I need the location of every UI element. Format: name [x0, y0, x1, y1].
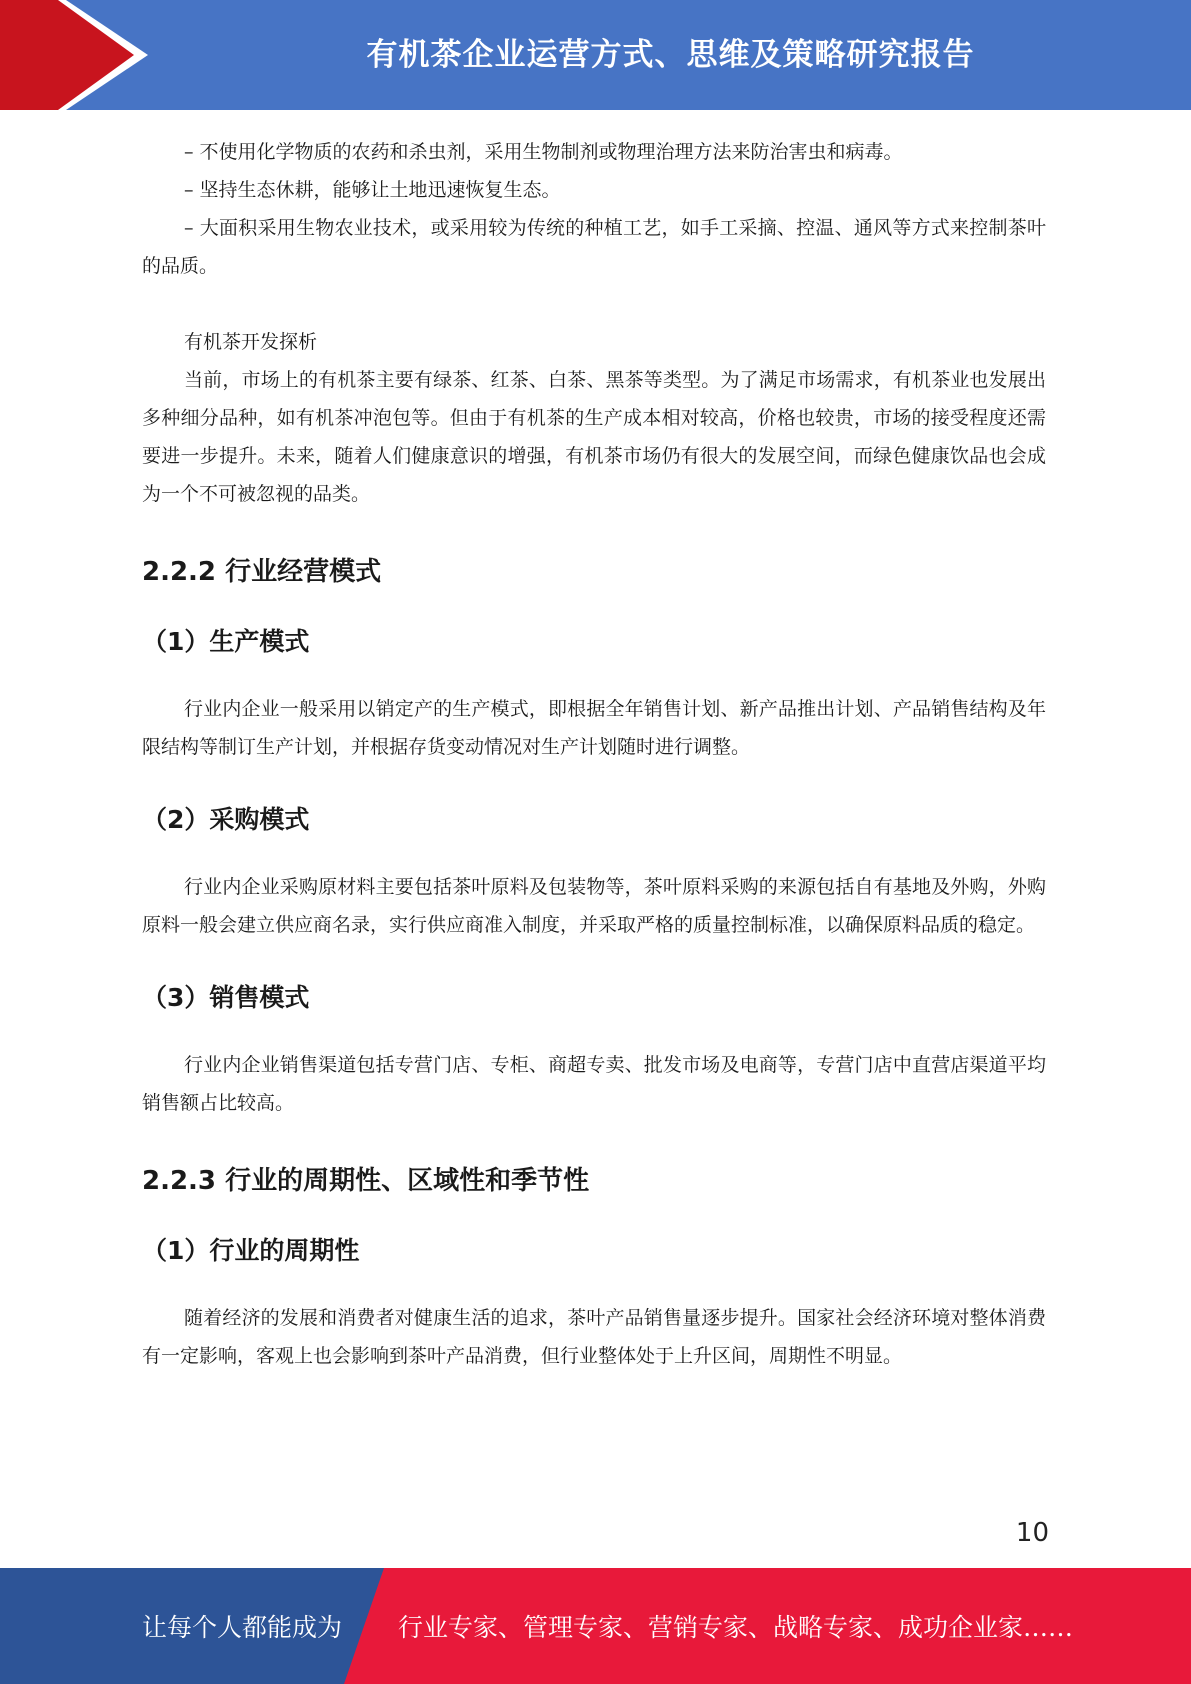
heading-purchase-mode: （2）采购模式	[142, 805, 310, 834]
bullet-item: – 大面积采用生物农业技术，或采用较为传统的种植工艺，如手工采摘、控温、通风等方式来控制茶叶的品质。	[142, 217, 1046, 277]
page-header	[0, 0, 1191, 110]
heading-production-mode: （1）生产模式	[142, 627, 310, 656]
heading-cyclicality: （1）行业的周期性	[142, 1236, 360, 1265]
header-arrow-icon	[0, 0, 160, 110]
production-mode-text: 行业内企业一般采用以销定产的生产模式，即根据全年销售计划、新产品推出计划、产品销售结构及年限结构等制订生产计划，并根据存货变动情况对生产计划随时进行调整。	[142, 698, 1046, 758]
heading-sales-mode: （3）销售模式	[142, 983, 310, 1012]
bullet-item: – 不使用化学物质的农药和杀虫剂，采用生物制剂或物理治理方法来防治害虫和病毒。	[184, 141, 903, 163]
footer-slogan-right: 行业专家、管理专家、营销专家、战略专家、成功企业家……	[398, 1613, 1074, 1642]
cyclicality-text: 随着经济的发展和消费者对健康生活的追求，茶叶产品销售量逐步提升。国家社会经济环境对整体消费有一定影响，客观上也会影响到茶叶产品消费，但行业整体处于上升区间，周期性不明显。	[142, 1307, 1046, 1367]
report-title: 有机茶企业运营方式、思维及策略研究报告	[366, 36, 975, 73]
footer-slogan-left: 让每个人都能成为	[142, 1613, 343, 1642]
intro-paragraph: 当前，市场上的有机茶主要有绿茶、红茶、白茶、黑茶等类型。为了满足市场需求，有机茶业也发展出多种细分品种，如有机茶冲泡包等。但由于有机茶的生产成本相对较高，价格也较贵，市场的接受程度还需要进一步提升。未来，随着人们健康意识的增强，有机茶市场仍有很大的发展空间，而绿色健康饮品也会成为一个不可被忽视的品类。	[142, 369, 1046, 505]
section-heading-2-2-2: 2.2.2 行业经营模式	[142, 557, 382, 587]
bullet-item: – 坚持生态休耕，能够让土地迅速恢复生态。	[184, 179, 561, 201]
purchase-mode-text: 行业内企业采购原材料主要包括茶叶原料及包装物等，茶叶原料采购的来源包括自有基地及外购，外购原料一般会建立供应商名录，实行供应商准入制度，并采取严格的质量控制标准，以确保原料品质的稳定。	[142, 876, 1046, 936]
page-content	[142, 133, 1046, 1375]
page-number: 10	[1015, 1518, 1049, 1548]
section-heading-2-2-3: 2.2.3 行业的周期性、区域性和季节性	[142, 1166, 590, 1196]
sales-mode-text: 行业内企业销售渠道包括专营门店、专柜、商超专卖、批发市场及电商等，专营门店中直营店渠道平均销售额占比较高。	[142, 1054, 1046, 1114]
subsection-title: 有机茶开发探析	[184, 331, 318, 353]
